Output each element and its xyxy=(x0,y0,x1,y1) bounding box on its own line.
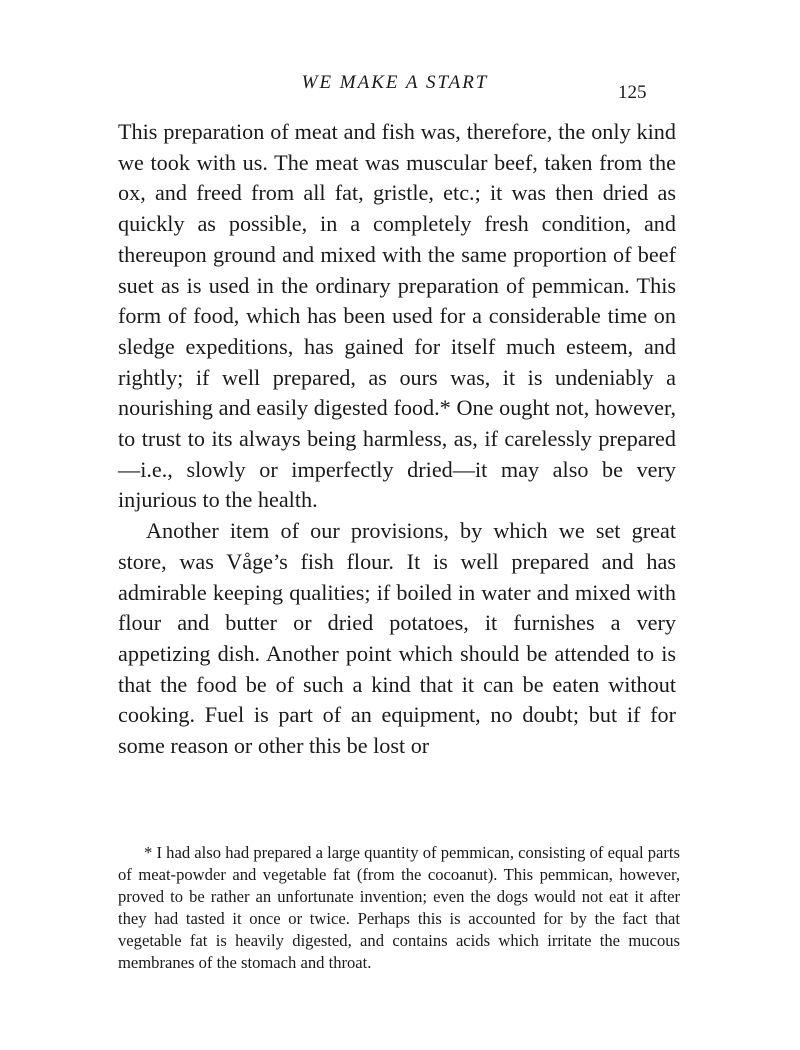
page-number: 125 xyxy=(618,82,647,103)
footnote xyxy=(118,842,680,974)
running-title: WE MAKE A START xyxy=(301,72,489,93)
paragraph-fish-flour: Another item of our provisions, by which we set great store, was Våge’s fish flour. It is well prepared and has admirable keeping qualities; if boiled in water and mixed with flour and butter or dried potatoes, it furnishes a very appetizing dish. Another point which should be attended to is that the food be of such a kind that it can be eaten without cooking. Fuel is part of an equipment, no doubt; but if for some reason or other this be lost or xyxy=(118,518,676,759)
footnote-text: * I had also had prepared a large quantity of pemmican, consisting of equal parts of meat-powder and vegetable fat (from the cocoanut). This pemmican, however, proved to be rather an unfortunate invention; even the dogs would not eat it after they had tasted it once or twice. Perhaps this is accounted for by the fact that vegetable fat is heavily digested, and contains acids which irritate the mucous membranes of the stomach and throat. xyxy=(118,843,680,972)
paragraph-pemmican: This preparation of meat and fish was, therefore, the only kind we took with us. The meat was muscular beef, taken from the ox, and freed from all fat, gristle, etc.; it was then dried as quickly as possible, in a completely fresh condition, and thereupon ground and mixed with the same proportion of beef suet as is used in the ordinary preparation of pemmican. This form of food, which has been used for a considerable time on sledge expeditions, has gained for itself much esteem, and rightly; if well prepared, as ours was, it is undeniably a nourishing and easily digested food.* One ought not, however, to trust to its always being harmless, as, if carelessly prepared—i.e., slowly or imperfectly dried—it may also be very injurious to the health. xyxy=(118,119,676,513)
body-text xyxy=(118,117,676,762)
